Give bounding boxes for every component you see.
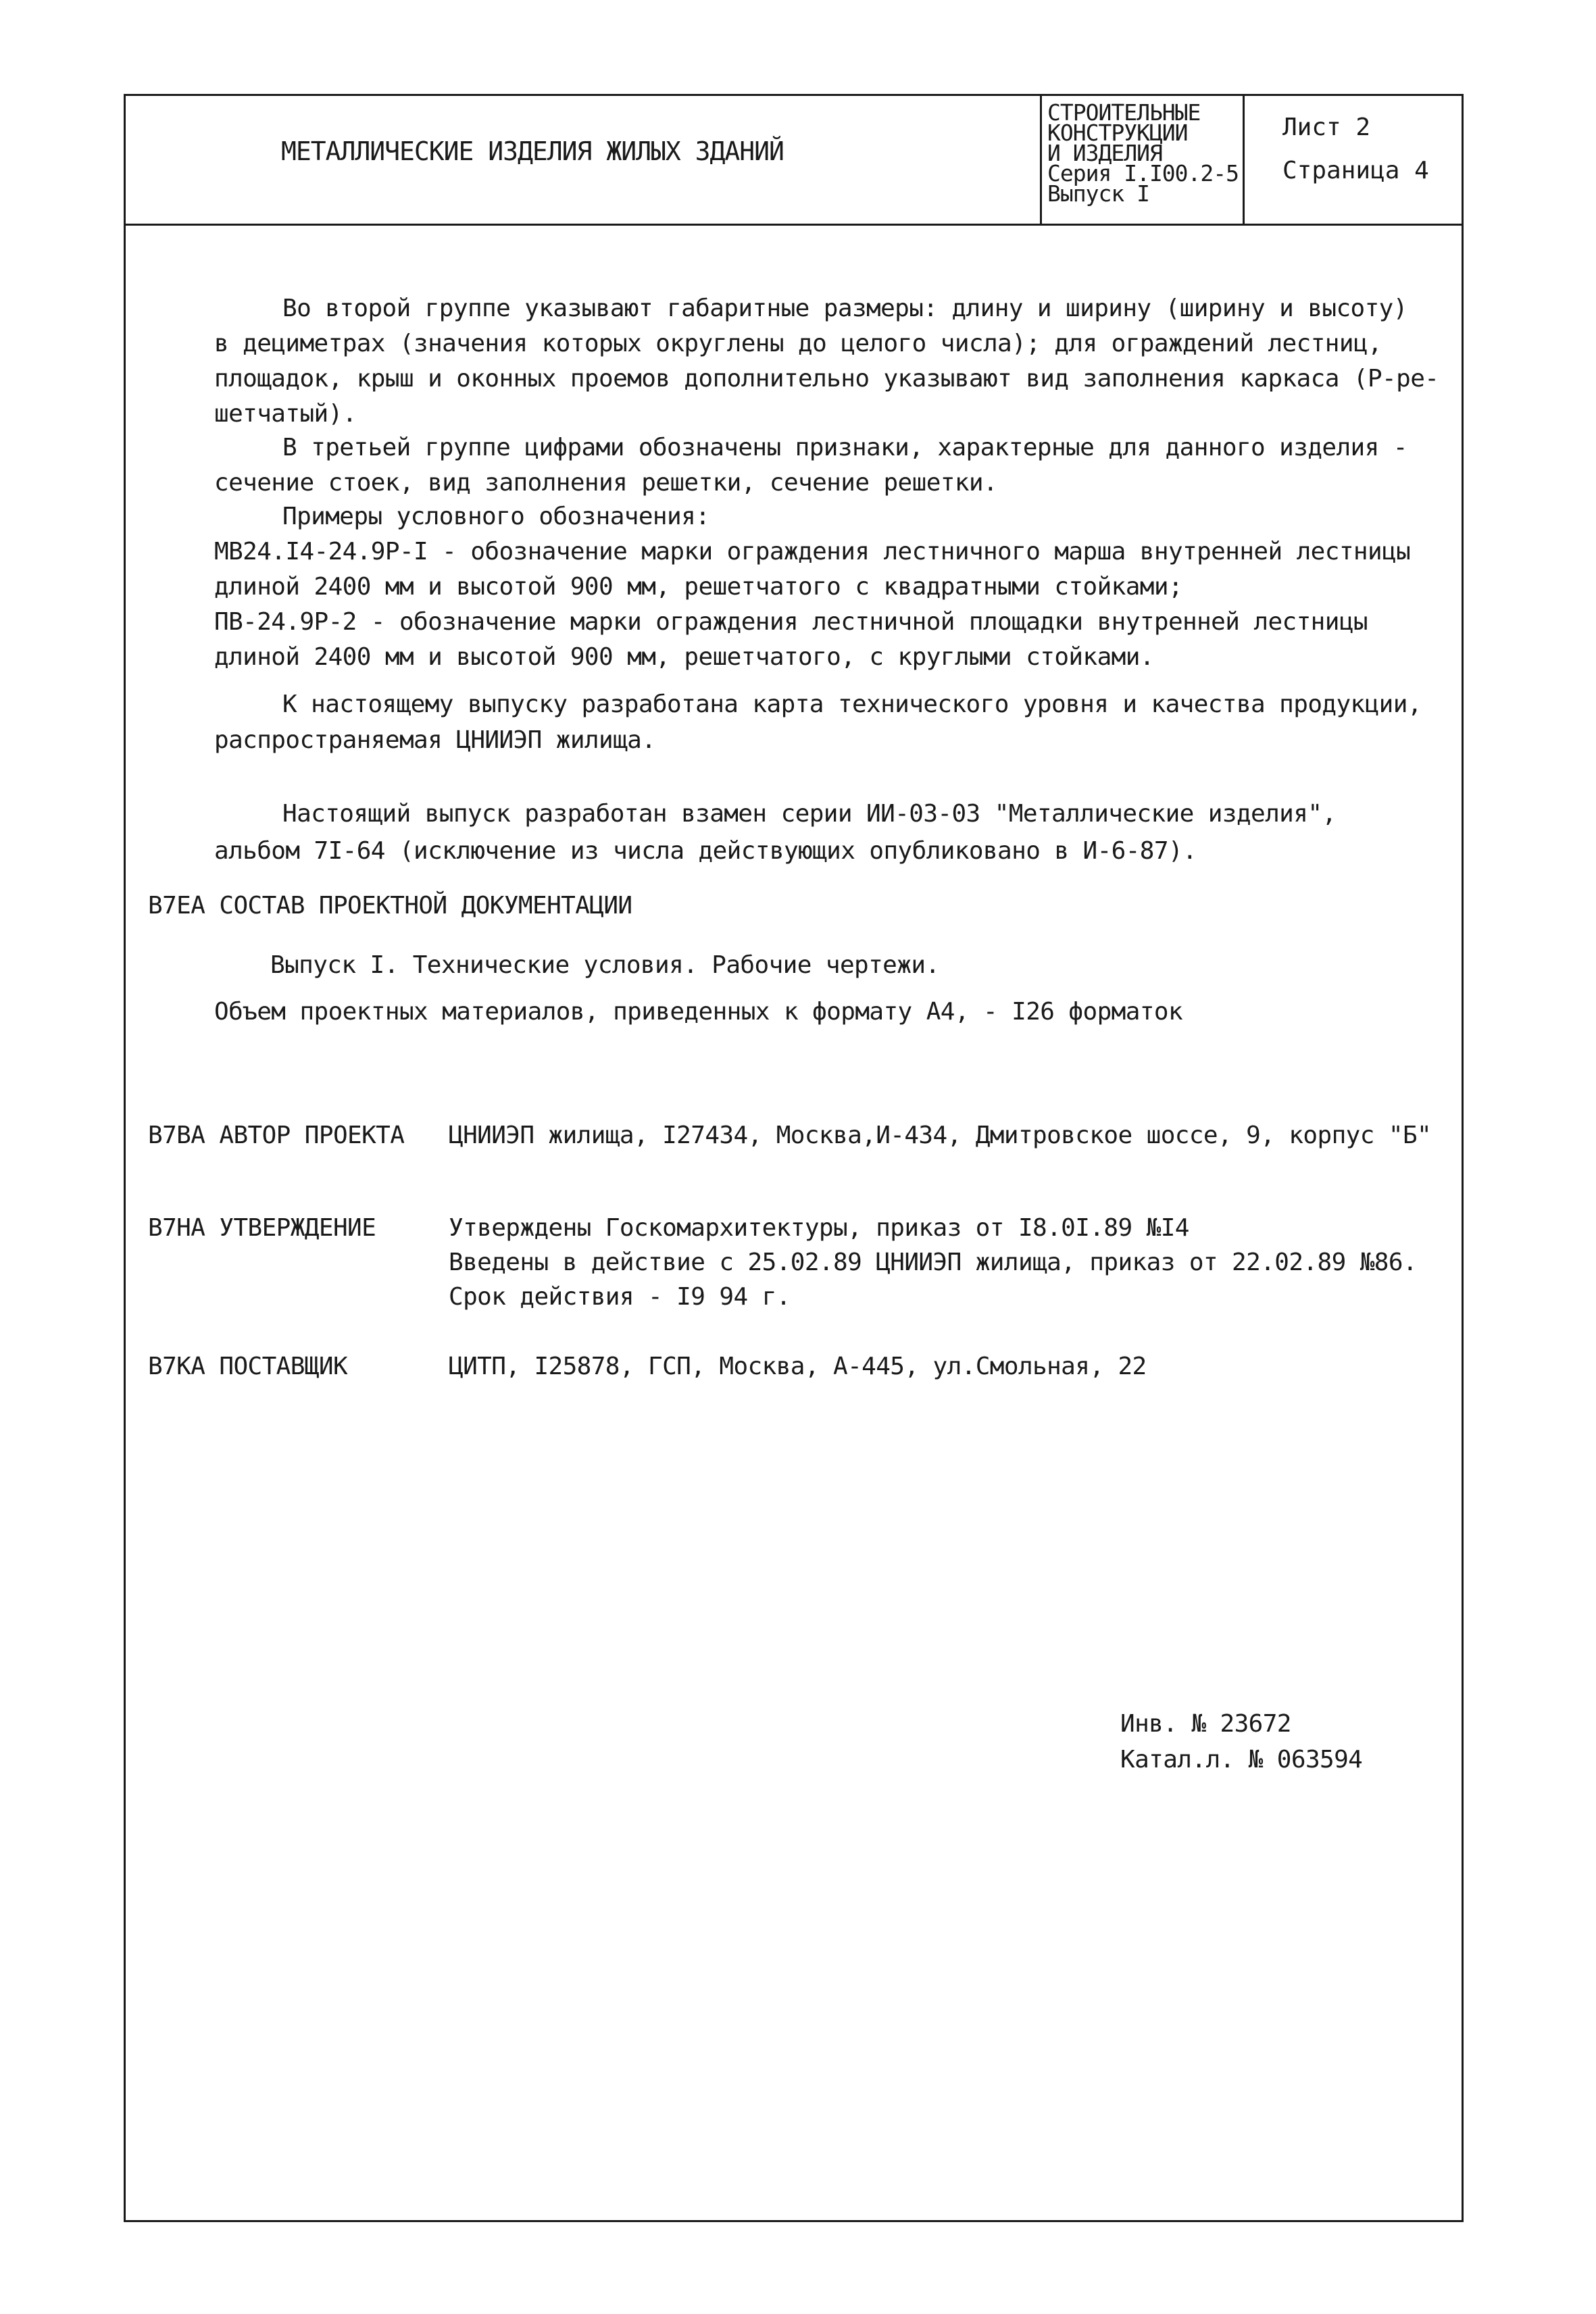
catalog-number: Катал.л. № 063594	[1120, 1746, 1363, 1774]
series-line: СТРОИТЕЛЬНЫЕ	[1047, 99, 1201, 126]
paragraph-line: ПВ-24.9Р-2 - обозначение марки ограждения лестничной площадки внутренней лестницы	[214, 608, 1368, 636]
paragraph-line: альбом 7I-64 (исключение из числа действующих опубликовано в И-6-87).	[214, 837, 1197, 865]
series-block	[1040, 96, 1245, 224]
inventory-number: Инв. № 23672	[1120, 1710, 1291, 1738]
paragraph-line: сечение стоек, вид заполнения решетки, сечение решетки.	[214, 469, 998, 497]
paragraph-line: длиной 2400 мм и высотой 900 мм, решетчатого, с круглыми стойками.	[214, 643, 1154, 671]
series-line: И ИЗДЕЛИЯ	[1047, 140, 1162, 166]
paragraph-line: В третьей группе цифрами обозначены признаки, характерные для данного изделия -	[282, 434, 1407, 461]
approval-line: Введены в действие с 25.02.89 ЦНИИЭП жилища, приказ от 22.02.89 №86.	[449, 1249, 1418, 1276]
approval-label: В7НА УТВЕРЖДЕНИЕ	[148, 1214, 376, 1242]
approval-line: Срок действия - I9 94 г.	[449, 1283, 791, 1311]
title-block	[126, 96, 1462, 226]
page-number: Страница 4	[1282, 157, 1429, 184]
paragraph-line: распространяемая ЦНИИЭП жилища.	[214, 726, 656, 754]
paragraph-line: Примеры условного обозначения:	[282, 503, 710, 530]
paragraph-line: К настоящему выпуску разработана карта технического уровня и качества продукции,	[282, 690, 1422, 718]
supplier-value: ЦИТП, I25878, ГСП, Москва, А-445, ул.Смольная, 22	[449, 1353, 1147, 1380]
series-line: Выпуск I	[1047, 180, 1149, 207]
paragraph-line: МВ24.I4-24.9Р-I - обозначение марки ограждения лестничного марша внутренней лестницы	[214, 538, 1411, 565]
series-line: КОНСТРУКЦИИ	[1047, 120, 1188, 146]
composition-issue: Выпуск I. Технические условия. Рабочие чертежи.	[270, 951, 940, 979]
composition-volume: Объем проектных материалов, приведенных к формату А4, - I26 форматок	[214, 998, 1183, 1026]
sheet-number: Лист 2	[1282, 114, 1371, 141]
paragraph-line: Настоящий выпуск разработан взамен серии ИИ-03-03 "Металлические изделия",	[282, 800, 1337, 828]
paragraph-line: длиной 2400 мм и высотой 900 мм, решетчатого с квадратными стойками;	[214, 573, 1183, 601]
paragraph-line: площадок, крыш и оконных проемов дополнительно указывают вид заполнения каркаса (Р-ре-	[214, 365, 1439, 393]
paragraph-line: шетчатый).	[214, 400, 357, 428]
author-label: В7ВА АВТОР ПРОЕКТА	[148, 1122, 405, 1149]
paragraph-line: в дециметрах (значения которых округлены до целого числа); для ограждений лестниц,	[214, 330, 1382, 357]
paragraph-line: Во второй группе указывают габаритные размеры: длину и ширину (ширину и высоту)	[282, 295, 1407, 322]
approval-line: Утверждены Госкомархитектуры, приказ от I8.0I.89 №I4	[449, 1214, 1189, 1242]
document-title: МЕТАЛЛИЧЕСКИЕ ИЗДЕЛИЯ ЖИЛЫХ ЗДАНИЙ	[281, 136, 784, 166]
series-line: Серия I.I00.2-5	[1047, 160, 1239, 186]
author-value: ЦНИИЭП жилища, I27434, Москва,И-434, Дмитровское шоссе, 9, корпус "Б"	[449, 1122, 1432, 1149]
composition-heading: В7ЕА СОСТАВ ПРОЕКТНОЙ ДОКУМЕНТАЦИИ	[148, 892, 632, 920]
supplier-label: В7КА ПОСТАВЩИК	[148, 1353, 348, 1380]
